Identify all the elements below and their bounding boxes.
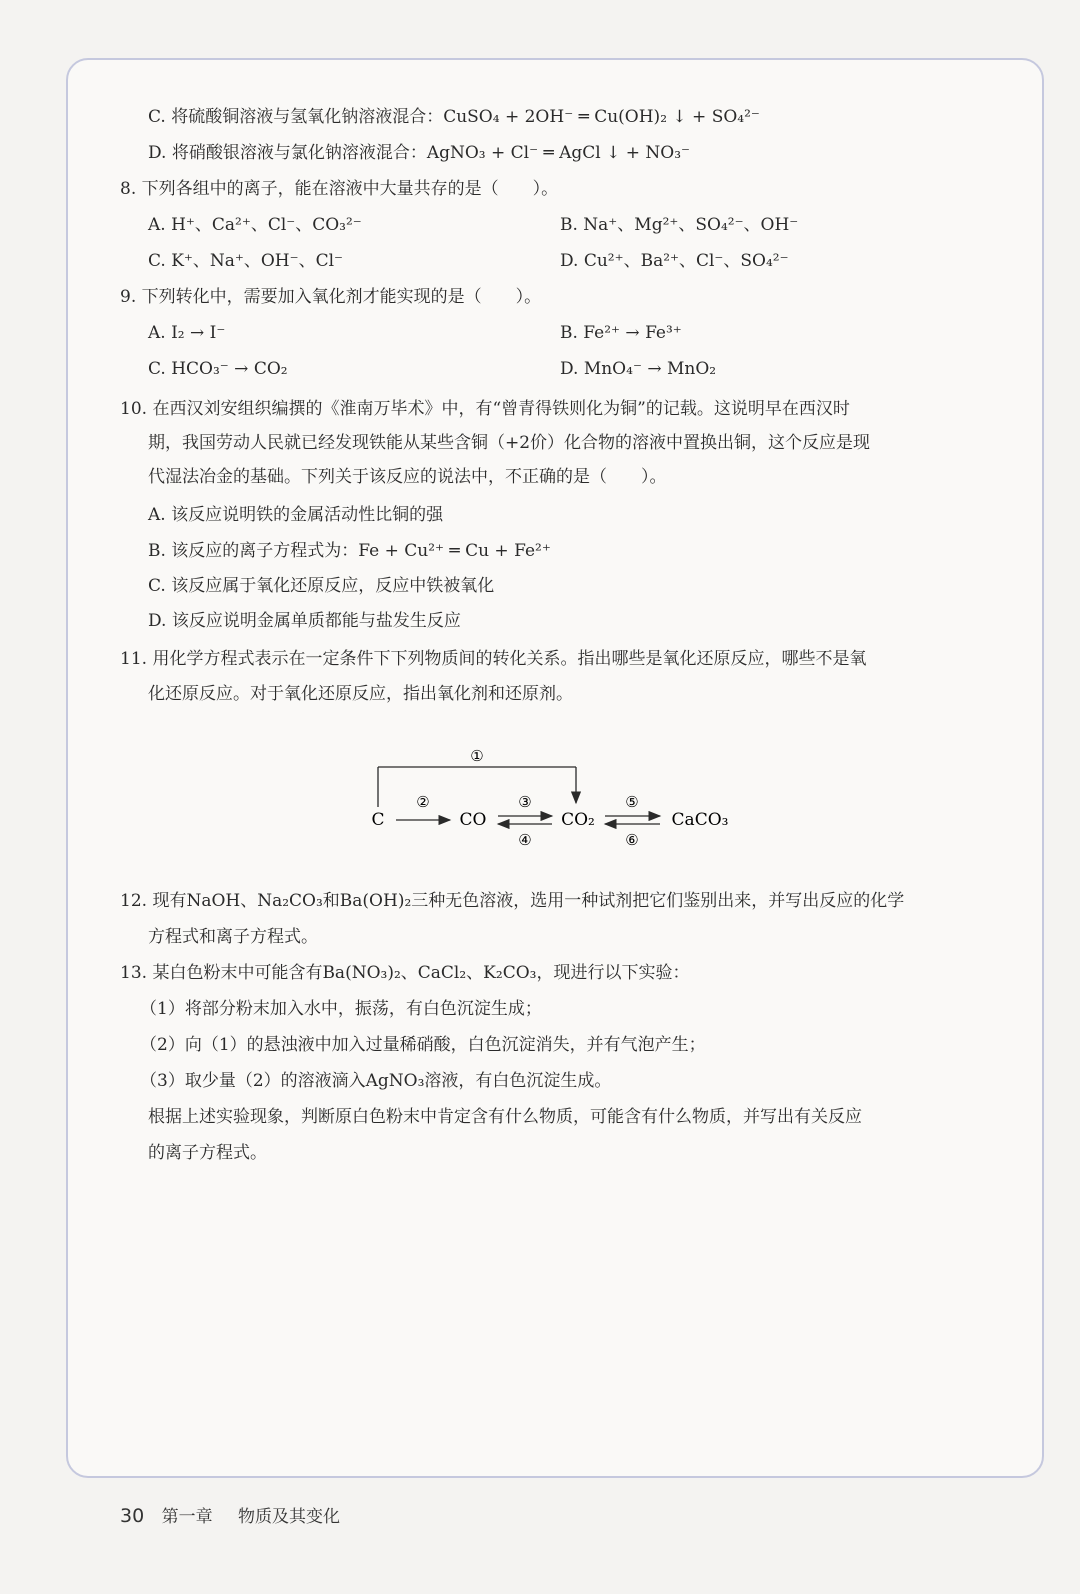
chapter-label: 第一章	[161, 1507, 213, 1527]
q10-line-1: 10. 在西汉刘安组织编撰的《淮南万毕术》中，有“曾青得铁则化为铜”的记载。这说明早在西汉时	[120, 399, 850, 419]
page-number: 30	[120, 1505, 145, 1527]
q7-option-c: C. 将硫酸铜溶液与氢氧化钠溶液混合：CuSO₄ + 2OH⁻ ═ Cu(OH)₂ ↓ + SO₄²⁻	[148, 107, 760, 127]
q13-line-1: 13. 某白色粉末中可能含有Ba(NO₃)₂、CaCl₂、K₂CO₃，现进行以下实验：	[120, 963, 690, 983]
q11-line-2: 化还原反应。对于氧化还原反应，指出氧化剂和还原剂。	[148, 684, 573, 704]
q9-option-b: B. Fe²⁺ → Fe³⁺	[560, 323, 682, 343]
conversion-diagram	[360, 745, 740, 860]
q10-line-2: 期，我国劳动人民就已经发现铁能从某些含铜（+2价）化合物的溶液中置换出铜，这个反应是现	[148, 433, 871, 453]
species-c: C	[371, 810, 385, 830]
q10-option-c: C. 该反应属于氧化还原反应，反应中铁被氧化	[148, 576, 495, 596]
label-1: ①	[470, 747, 484, 765]
q13-step-1: （1）将部分粉末加入水中，振荡，有白色沉淀生成；	[140, 999, 542, 1019]
q10-line-3: 代湿法冶金的基础。下列关于该反应的说法中，不正确的是（ ）。	[148, 467, 667, 487]
q11-line-1: 11. 用化学方程式表示在一定条件下下列物质间的转化关系。指出哪些是氧化还原反应，哪些不是氧	[120, 649, 867, 669]
q8-option-d: D. Cu²⁺、Ba²⁺、Cl⁻、SO₄²⁻	[560, 251, 789, 271]
q9-option-d: D. MnO₄⁻ → MnO₂	[560, 359, 717, 379]
q8-option-a: A. H⁺、Ca²⁺、Cl⁻、CO₃²⁻	[148, 215, 362, 235]
page-footer	[120, 1502, 340, 1527]
q8-stem: 8. 下列各组中的离子，能在溶液中大量共存的是（ ）。	[120, 179, 559, 199]
q13-step-2: （2）向（1）的悬浊液中加入过量稀硝酸，白色沉淀消失，并有气泡产生；	[140, 1035, 706, 1055]
q12-line-1: 12. 现有NaOH、Na₂CO₃和Ba(OH)₂三种无色溶液，选用一种试剂把它们鉴别出来，并写出反应的化学	[120, 891, 905, 911]
q9-stem: 9. 下列转化中，需要加入氧化剂才能实现的是（ ）。	[120, 287, 542, 307]
label-2: ②	[416, 793, 430, 811]
q13-step-3: （3）取少量（2）的溶液滴入AgNO₃溶液，有白色沉淀生成。	[140, 1071, 612, 1091]
q8-option-c: C. K⁺、Na⁺、OH⁻、Cl⁻	[148, 251, 344, 271]
label-5: ⑤	[625, 793, 639, 811]
species-caco3: CaCO₃	[671, 810, 729, 830]
q7-option-d: D. 将硝酸银溶液与氯化钠溶液混合：AgNO₃ + Cl⁻ ═ AgCl ↓ + NO₃⁻	[148, 143, 691, 163]
q10-option-a: A. 该反应说明铁的金属活动性比铜的强	[148, 505, 444, 525]
q13-conclusion-2: 的离子方程式。	[148, 1143, 267, 1163]
q9-option-c: C. HCO₃⁻ → CO₂	[148, 359, 288, 379]
q9-option-a: A. I₂ → I⁻	[148, 323, 226, 343]
q13-conclusion-1: 根据上述实验现象，判断原白色粉末中肯定含有什么物质，可能含有什么物质，并写出有关反应	[148, 1107, 862, 1127]
species-co: CO	[459, 810, 487, 830]
q12-line-2: 方程式和离子方程式。	[148, 927, 318, 947]
q8-option-b: B. Na⁺、Mg²⁺、SO₄²⁻、OH⁻	[560, 215, 799, 235]
label-6: ⑥	[625, 831, 639, 849]
q10-option-b: B. 该反应的离子方程式为：Fe + Cu²⁺ ═ Cu + Fe²⁺	[148, 541, 551, 561]
chapter-title: 物质及其变化	[238, 1507, 340, 1527]
q10-option-d: D. 该反应说明金属单质都能与盐发生反应	[148, 611, 461, 631]
label-4: ④	[518, 831, 532, 849]
species-co2: CO₂	[561, 810, 595, 830]
label-3: ③	[518, 793, 532, 811]
